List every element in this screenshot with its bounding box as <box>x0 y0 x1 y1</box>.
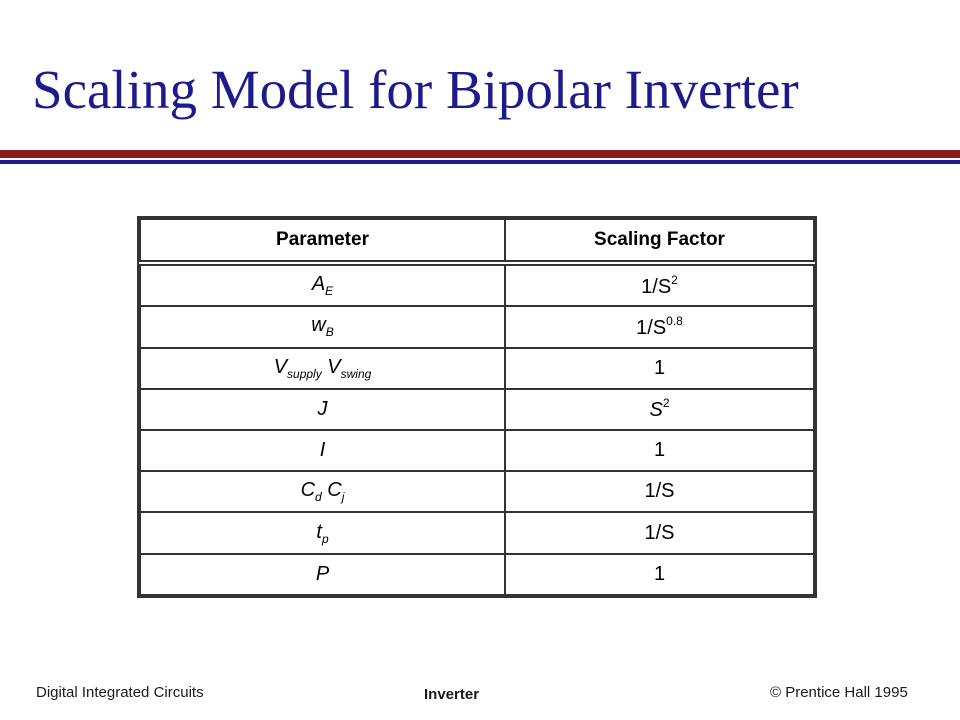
scaling-factor-value: 1/S <box>641 275 672 298</box>
slide-title: Scaling Model for Bipolar Inverter <box>32 59 799 120</box>
scaling-factor-value: 1/S <box>644 480 675 503</box>
parameter-subscript: E <box>325 284 334 299</box>
parameter-subscript: swing <box>340 366 372 381</box>
title-rule-red <box>0 150 960 158</box>
scaling-factor-cell <box>505 348 814 389</box>
parameter-subscript: B <box>325 325 334 340</box>
scaling-factor-value: 1 <box>653 562 666 585</box>
scaling-factor-cell <box>505 554 814 595</box>
footer-course-title: Digital Integrated Circuits <box>36 684 204 701</box>
parameter-subscript: supply <box>287 366 322 381</box>
parameter-symbol: C <box>300 479 316 502</box>
parameter-column-header: Parameter <box>140 219 505 263</box>
scaling-factor-exponent: 2 <box>662 396 670 411</box>
parameter-subscript: p <box>321 531 329 546</box>
parameter-cell <box>140 263 505 306</box>
scaling-factor-exponent: 0.8 <box>666 313 683 328</box>
parameter-cell <box>140 348 505 389</box>
table-row <box>140 348 814 389</box>
table-row <box>140 263 814 306</box>
table-row <box>140 554 814 595</box>
scaling-table-frame <box>137 216 817 598</box>
footer-copyright: © Prentice Hall 1995 <box>770 684 908 701</box>
table-row <box>140 471 814 512</box>
scaling-factor-cell <box>505 430 814 471</box>
scaling-factor-cell <box>505 306 814 347</box>
scaling-factor-value: 1 <box>653 356 666 379</box>
scaling-factor-value: 1/S <box>636 316 667 339</box>
table-row <box>140 306 814 347</box>
parameter-cell <box>140 306 505 347</box>
parameter-symbol: t <box>316 520 322 543</box>
parameter-symbol: P <box>315 562 330 585</box>
parameter-symbol: V <box>273 355 288 378</box>
parameter-symbol: I <box>319 439 326 462</box>
scaling-factor-cell <box>505 512 814 553</box>
table-row <box>140 389 814 430</box>
parameter-cell <box>140 430 505 471</box>
scaling-factor-cell <box>505 471 814 512</box>
parameter-symbol: C <box>327 479 342 502</box>
scaling-factor-value: 1 <box>653 439 666 462</box>
scaling-factor-value: 1/S <box>644 521 675 544</box>
parameter-symbol: A <box>311 273 326 296</box>
parameter-symbol: w <box>311 314 326 337</box>
table-row <box>140 430 814 471</box>
parameter-subscript: j <box>341 490 345 505</box>
parameter-symbol: V <box>327 355 341 378</box>
table-header-row <box>140 219 814 263</box>
footer-chapter: Inverter <box>424 686 480 703</box>
parameter-cell <box>140 471 505 512</box>
scaling-factor-cell <box>505 389 814 430</box>
parameter-cell <box>140 389 505 430</box>
scaling-factor-cell <box>505 263 814 306</box>
table-row <box>140 512 814 553</box>
parameter-cell <box>140 554 505 595</box>
scaling-factor-column-header: Scaling Factor <box>505 219 814 263</box>
parameter-cell <box>140 512 505 553</box>
scaling-factor-value: S <box>649 399 663 422</box>
scaling-table <box>139 218 815 596</box>
parameter-subscript: d <box>315 490 322 505</box>
parameter-symbol: J <box>317 397 328 420</box>
scaling-factor-exponent: 2 <box>671 272 678 287</box>
title-rule-blue <box>0 160 960 164</box>
